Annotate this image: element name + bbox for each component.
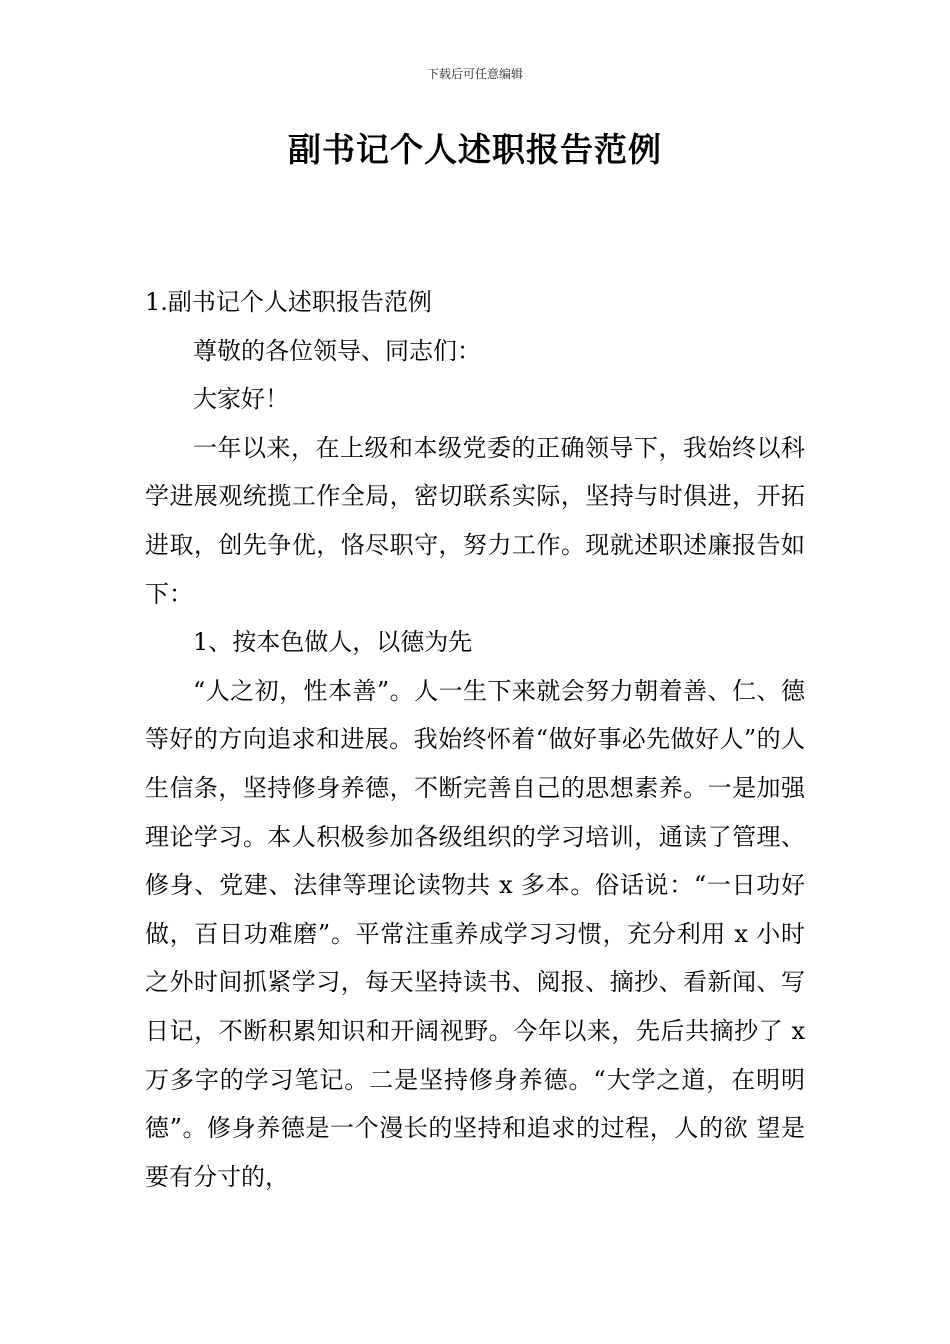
- section-heading: 1.副书记个人述职报告范例: [145, 288, 432, 316]
- salutation: 尊敬的各位领导、同志们：: [193, 336, 481, 365]
- document-body: [145, 278, 805, 1201]
- paragraph-intro: 一年以来，在上级和本级党委的正确领导下，我始终以科学进展观统揽工作全局，密切联系实际，坚持与时俱进，开拓进取，创先争优，恪尽职守，努力工作。现就述职述廉报告如下：: [145, 433, 805, 608]
- header-note: 下载后可任意编辑: [426, 67, 523, 81]
- greeting: 大家好！: [193, 385, 289, 414]
- paragraph-body: “人之初，性本善”。人一生下来就会努力朝着善、仁、德等好的方向追求和进展。我始终怀着“做好事必先做好人”的人生信条，坚持修身养德，不断完善自己的思想素养。一是加强理论学习。本人积极参加各级组织的学习培训，通读了管理、修身、党建、法律等理论读物共 x 多本。俗话说：“一日功好做，百日功难磨”。平常注重养成学习习惯，充分利用 x 小时之外时间抓紧学习，每天坚持读书、阅报、摘抄、看新闻、写日记，不断积累知识和开阔视野。今年以来，先后共摘抄了 x 万多字的学习笔记。二是坚持修身养德。“大学之道，在明明德”。修身养德是一个漫长的坚持和追求的过程，人的欲 望是要有分寸的，: [145, 676, 805, 1191]
- subsection-heading: 1、按本色做人，以德为先: [193, 628, 473, 657]
- document-title: 副书记个人述职报告范例: [288, 130, 662, 169]
